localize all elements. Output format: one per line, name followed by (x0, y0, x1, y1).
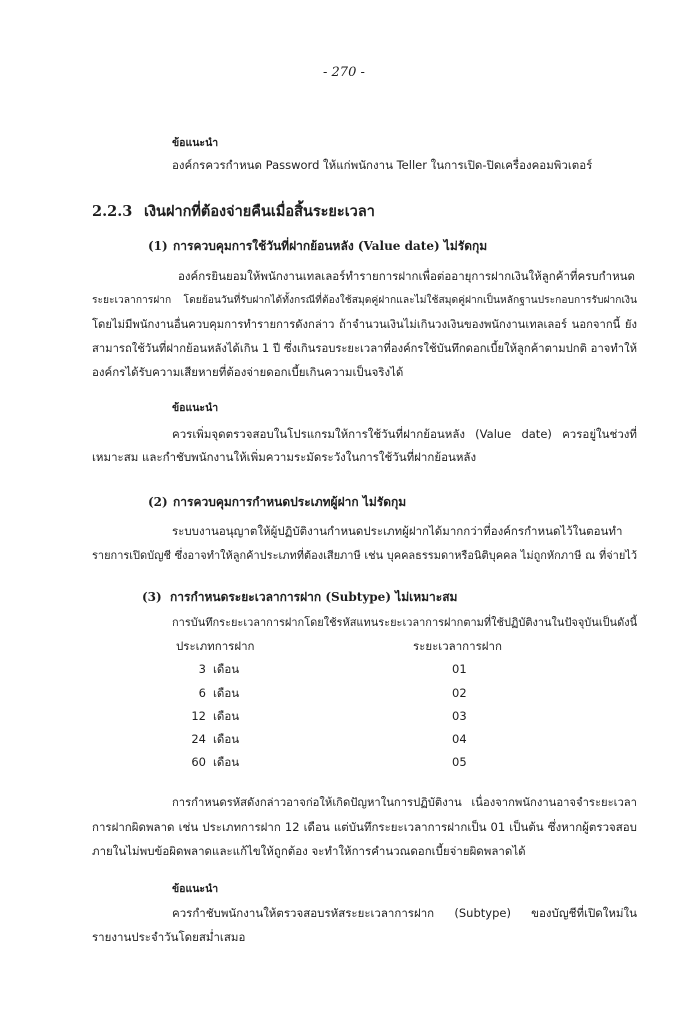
item3-advice-line-1: ควรกำชับพนักงานให้ตรวจสอบรหัสระยะเวลาการฝาก (Subtype) ของบัญชีที่เปิดใหม่ใน (172, 906, 637, 920)
item2-title: การควบคุมการกำหนดประเภทผู้ฝาก ไม่รัดกุม (173, 495, 407, 509)
intro-advice-text: องค์กรควรกำหนด Password ให้แก่พนักงาน Teller ในการเปิด-ปิดเครื่องคอมพิวเตอร์ (172, 158, 593, 172)
table-row-5-num: 60 (191, 755, 206, 769)
table-row-2-unit: เดือน (213, 686, 240, 700)
section-number: 2.2.3 (92, 203, 133, 220)
table-header-type: ประเภทการฝาก (176, 639, 255, 653)
item3-advice-label: ข้อแนะนำ (172, 883, 219, 895)
table-row-4-unit: เดือน (213, 732, 240, 746)
item1-line-1: องค์กรยินยอมให้พนักงานเทลเลอร์ทำรายการฝากเพื่อต่ออายุการฝากเงินให้ลูกค้าที่ครบกำหนด (178, 269, 635, 283)
table-row-1-num: 3 (198, 662, 206, 676)
table-row-3-num: 12 (191, 709, 206, 723)
item3-line-3: ภายในไม่พบข้อผิดพลาดและแก้ไขให้ถูกต้อง จะทำให้การคำนวณดอกเบี้ยจ่ายผิดพลาดได้ (92, 844, 526, 858)
item2-number: (2) (148, 495, 168, 509)
table-row-1-unit: เดือน (213, 662, 240, 676)
item3-intro: การบันทึกระยะเวลาการฝากโดยใช้รหัสแทนระยะเวลาการฝากตามที่ใช้ปฏิบัติงานในปัจจุบันเป็นดังนี้ (172, 616, 638, 629)
item2-line-1: ระบบงานอนุญาตให้ผู้ปฏิบัติงานกำหนดประเภทผู้ฝากได้มากกว่าที่องค์กรกำหนดไว้ในตอนทำ (172, 524, 623, 538)
section-title: เงินฝากที่ต้องจ่ายคืนเมื่อสิ้นระยะเวลา (144, 203, 375, 220)
item3-line-1: การกำหนดรหัสดังกล่าวอาจก่อให้เกิดปัญหาในการปฏิบัติงาน เนื่องจากพนักงานอาจจำระยะเวลา (172, 796, 637, 809)
table-header-term: ระยะเวลาการฝาก (413, 639, 502, 653)
table-row-3-code: 03 (452, 709, 467, 723)
item1-advice-line-1: ควรเพิ่มจุดตรวจสอบในโปรแกรมให้การใช้วันที่ฝากย้อนหลัง (Value date) ควรอยู่ในช่วงที่ (172, 427, 637, 441)
table-row-5-unit: เดือน (213, 755, 240, 769)
item1-line-5: องค์กรได้รับความเสียหายที่ต้องจ่ายดอกเบี้ยเกินความเป็นจริงได้ (92, 365, 404, 379)
page-number: - 270 - (323, 65, 365, 80)
item1-advice-label: ข้อแนะนำ (172, 402, 219, 414)
table-row-5-code: 05 (452, 755, 467, 769)
table-row-4-num: 24 (191, 732, 206, 746)
item3-advice-line-2: รายงานประจำวันโดยสม่ำเสมอ (92, 930, 246, 944)
table-row-3-unit: เดือน (213, 709, 240, 723)
table-row-4-code: 04 (452, 732, 467, 746)
item2-line-2: รายการเปิดบัญชี ซึ่งอาจทำให้ลูกค้าประเภทที่ต้องเสียภาษี เช่น บุคคลธรรมดาหรือนิติบุคคล ไม่ถูกหักภาษี ณ ที่จ่ายไว้ (92, 549, 637, 562)
table-row-1-code: 01 (452, 662, 467, 676)
item3-title: การกำหนดระยะเวลาการฝาก (Subtype) ไม่เหมาะสม (170, 590, 458, 604)
item3-number: (3) (142, 590, 162, 604)
item1-line-2: ระยะเวลาการฝาก โดยย้อนวันที่รับฝากได้ทั้งกรณีที่ต้องใช้สมุดคู่ฝากและไม่ใช้สมุดคู่ฝากเป็นหลักฐานประกอบการรับฝากเงิน (92, 294, 637, 306)
table-row-2-num: 6 (198, 686, 206, 700)
item1-line-4: สามารถใช้วันที่ฝากย้อนหลังได้เกิน 1 ปี ซึ่งเกินรอบระยะเวลาที่องค์กรใช้บันทึกดอกเบี้ยให้ลูกค้าตามปกติ อาจทำให้ (92, 342, 637, 355)
item1-advice-line-2: เหมาะสม และกำชับพนักงานให้เพิ่มความระมัดระวังในการใช้วันที่ฝากย้อนหลัง (92, 450, 477, 464)
item1-number: (1) (148, 239, 168, 253)
table-row-2-code: 02 (452, 686, 467, 700)
item1-line-3: โดยไม่มีพนักงานอื่นควบคุมการทำรายการดังกล่าว ถ้าจำนวนเงินไม่เกินวงเงินของพนักงานเทลเลอร์ นอกจากนี้ ยัง (92, 318, 637, 331)
item3-line-2: การฝากผิดพลาด เช่น ประเภทการฝาก 12 เดือน แต่บันทึกระยะเวลาการฝากเป็น 01 เป็นต้น ซึ่งหากผู้ตรวจสอบ (92, 820, 637, 834)
advice-label: ข้อแนะนำ (172, 137, 219, 149)
item1-title: การควบคุมการใช้วันที่ฝากย้อนหลัง (Value date) ไม่รัดกุม (173, 239, 488, 253)
